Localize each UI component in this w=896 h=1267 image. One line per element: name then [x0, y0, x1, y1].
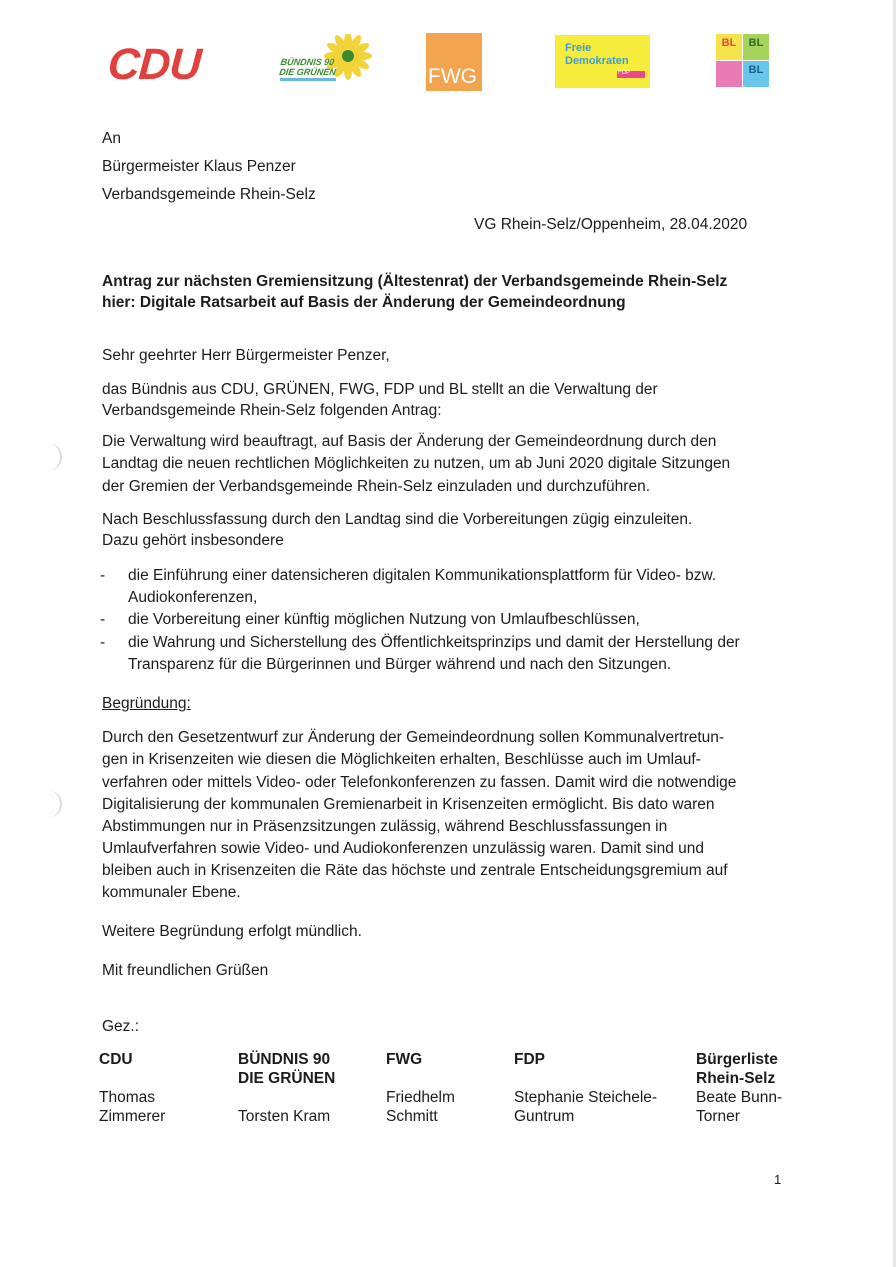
fwg-logo — [426, 33, 482, 91]
bullet-dash-3: - — [100, 634, 106, 651]
fdp-logo — [555, 35, 650, 88]
sig-bl-party-1: Bürgerliste — [696, 1051, 778, 1068]
bullet-1-line-1: die Einführung einer datensicheren digitalen Kommunikationsplattform für Video- bzw. — [128, 567, 717, 584]
bl-logo-cell-2: BL — [743, 34, 769, 60]
salutation: Sehr geehrter Herr Bürgermeister Penzer, — [102, 347, 390, 364]
fwg-logo-text: FWG — [428, 65, 477, 88]
place-date: VG Rhein-Selz/Oppenheim, 28.04.2020 — [474, 216, 748, 233]
recipient-line-1: An — [102, 130, 121, 147]
sig-cdu-name-2: Zimmerer — [99, 1108, 166, 1125]
reason-line-1: Durch den Gesetzentwurf zur Änderung der Gemeindeordnung sollen Kommunalvertretun- — [102, 729, 725, 746]
further-reason: Weitere Begründung erfolgt mündlich. — [102, 923, 362, 940]
sig-gruene-party-2: DIE GRÜNEN — [238, 1070, 336, 1087]
bl-logo-cell-3 — [716, 61, 742, 87]
motion-line-2: Landtag die neuen rechtlichen Möglichkeiten zu nutzen, um ab Juni 2020 digitale Sitzungen — [102, 455, 731, 472]
reason-line-6: Umlaufverfahren sowie Video- und Audiokonferenzen unzulässig waren. Damit sind und — [102, 840, 704, 857]
bl-logo-cell-1: BL — [716, 34, 742, 60]
bullet-dash-1: - — [100, 567, 106, 584]
sig-fwg-party: FWG — [386, 1051, 423, 1068]
bullet-2-line-1: die Vorbereitung einer künftig möglichen Nutzung von Umlaufbeschlüssen, — [128, 611, 640, 628]
recipient-line-3: Verbandsgemeinde Rhein-Selz — [102, 186, 316, 203]
bullet-3-line-2: Transparenz für die Bürgerinnen und Bürger während und nach den Sitzungen. — [128, 656, 672, 673]
page-number: 1 — [774, 1172, 782, 1187]
sig-gruene-name: Torsten Kram — [238, 1108, 331, 1125]
motion-line-1: Die Verwaltung wird beauftragt, auf Basis der Änderung der Gemeindeordnung durch den — [102, 433, 717, 450]
subject-line-1: Antrag zur nächsten Gremiensitzung (Ältestenrat) der Verbandsgemeinde Rhein-Selz — [102, 273, 728, 290]
fdp-logo-small-text: FDP — [618, 70, 630, 76]
sig-fdp-name-2: Guntrum — [514, 1108, 575, 1125]
sig-fdp-name-1: Stephanie Steichele- — [514, 1089, 658, 1106]
sig-cdu-name-1: Thomas — [99, 1089, 155, 1106]
intro-line-2: Verbandsgemeinde Rhein-Selz folgenden Antrag: — [102, 402, 442, 419]
reason-line-5: Abstimmungen nur in Präsenzsitzungen zulässig, während Beschlussfassungen in — [102, 818, 668, 835]
bl-logo — [716, 34, 770, 87]
punch-hole-mark — [46, 443, 62, 471]
sig-fdp-party: FDP — [514, 1051, 545, 1068]
sig-fwg-name-1: Friedhelm — [386, 1089, 455, 1106]
sig-gruene-party-1: BÜNDNIS 90 — [238, 1051, 331, 1068]
prep-line-1: Nach Beschlussfassung durch den Landtag sind die Vorbereitungen zügig einzuleiten. — [102, 511, 693, 528]
bl-logo-cell-4: BL — [743, 61, 769, 87]
prep-line-2: Dazu gehört insbesondere — [102, 532, 284, 549]
recipient-line-2: Bürgermeister Klaus Penzer — [102, 158, 296, 175]
sig-fwg-name-2: Schmitt — [386, 1108, 438, 1125]
sig-cdu-party: CDU — [99, 1051, 133, 1068]
reason-line-4: Digitalisierung der kommunalen Gremienarbeit in Krisenzeiten ermöglicht. Bis dato waren — [102, 796, 715, 813]
reason-line-3: verfahren oder mittels Video- oder Telefonkonferenzen zu fassen. Damit wird die notwendige — [102, 774, 737, 791]
gruene-logo — [276, 34, 372, 86]
cdu-logo: CDU — [106, 40, 203, 89]
bullet-3-line-1: die Wahrung und Sicherstellung des Öffentlichkeitsprinzips und damit der Herstellung der — [128, 634, 740, 651]
intro-line-1: das Bündnis aus CDU, GRÜNEN, FWG, FDP und BL stellt an die Verwaltung der — [102, 381, 658, 398]
sig-bl-name-1: Beate Bunn- — [696, 1089, 783, 1106]
gez-label: Gez.: — [102, 1018, 140, 1035]
bullet-1-line-2: Audiokonferenzen, — [128, 589, 258, 606]
sig-bl-party-2: Rhein-Selz — [696, 1070, 776, 1087]
punch-hole-mark — [46, 790, 62, 818]
reason-line-7: bleiben auch in Krisenzeiten die Räte das höchste und zentrale Entscheidungsgremium auf — [102, 862, 728, 879]
reason-heading: Begründung: — [102, 695, 191, 712]
reason-line-2: gen in Krisenzeiten wie diesen die Möglichkeiten erhalten, Beschlüsse auch im Umlauf- — [102, 751, 701, 768]
subject-line-2: hier: Digitale Ratsarbeit auf Basis der Änderung der Gemeindeordnung — [102, 294, 626, 311]
gruene-logo-text: BÜNDNIS 90 DIE GRÜNEN — [278, 57, 337, 77]
closing: Mit freundlichen Grüßen — [102, 962, 269, 979]
bullet-dash-2: - — [100, 611, 106, 628]
motion-line-3: der Gremien der Verbandsgemeinde Rhein-Selz einzuladen und durchzuführen. — [102, 478, 651, 495]
sig-bl-name-2: Torner — [696, 1108, 740, 1125]
fdp-logo-text: Freie Demokraten — [565, 42, 629, 67]
reason-line-8: kommunaler Ebene. — [102, 884, 241, 901]
